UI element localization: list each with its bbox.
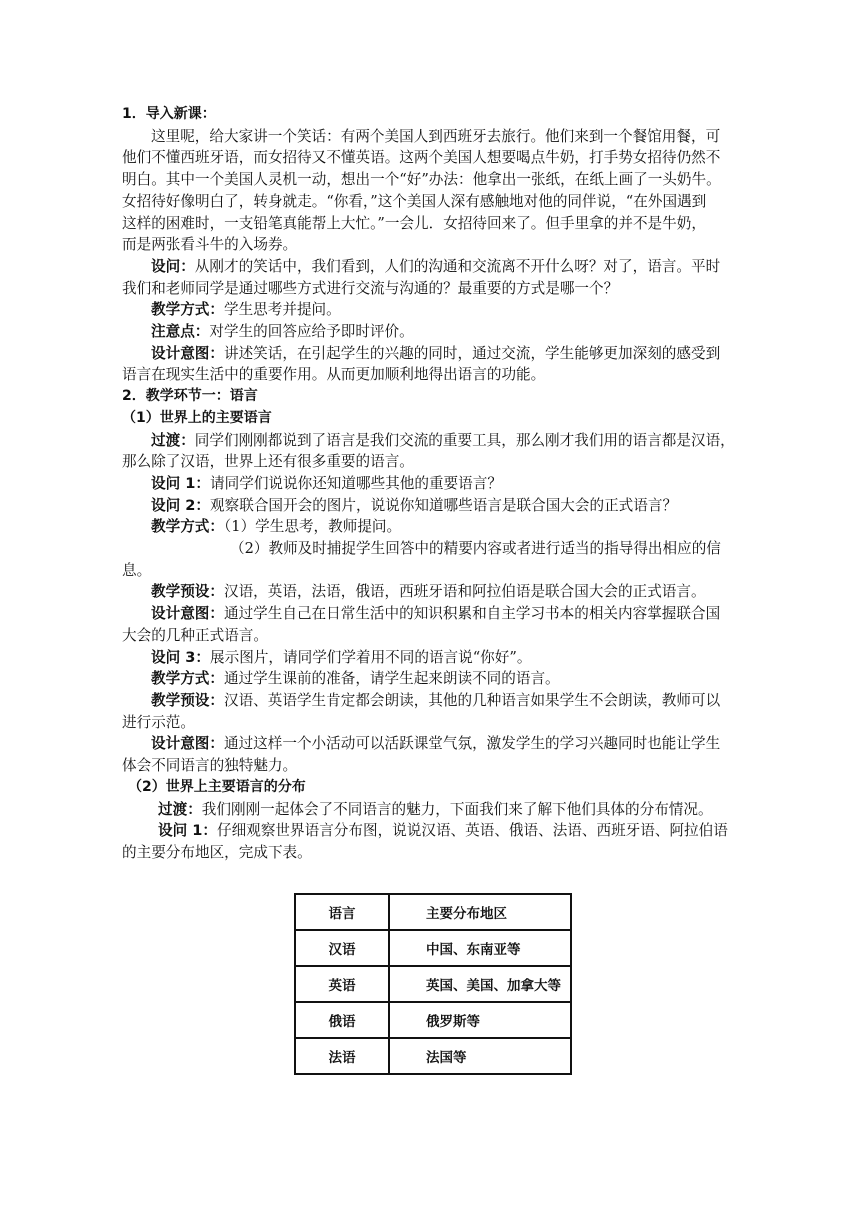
- table-cell-region: 法国等: [389, 1038, 571, 1074]
- intent-text: 通过这样一个小活动可以活跃课堂气氛，激发学生的学习兴趣同时也能让学生: [223, 735, 721, 753]
- preset-text: 汉语，英语，法语，俄语，西班牙语和阿拉伯语是联合国大会的正式语言。: [223, 583, 706, 601]
- method-text: （1）学生思考，教师提问。: [223, 518, 402, 536]
- note-text: 对学生的回答应给予即时评价。: [209, 323, 414, 341]
- story-line: 这里呢，给大家讲一个笑话：有两个美国人到西班牙去旅行。他们来到一个餐馆用餐，可: [151, 127, 721, 145]
- preset-text-continued: 进行示范。: [122, 713, 195, 731]
- intent-label: 设计意图：: [151, 605, 224, 623]
- preset-text: 汉语、英语学生肯定都会朗读，其他的几种语言如果学生不会朗读，教师可以: [223, 691, 721, 709]
- intent-text-continued: 体会不同语言的独特魅力。: [122, 757, 298, 775]
- question-paragraph: [122, 256, 744, 278]
- method-paragraph-2: [122, 516, 744, 538]
- subsection-1-heading: （1）世界上的主要语言: [122, 409, 272, 426]
- question-4-paragraph: [122, 820, 744, 842]
- question-text-continued: 我们和老师同学是通过哪些方式进行交流与沟通的？最重要的方式是哪一个？: [122, 279, 619, 297]
- table-row: [295, 1038, 571, 1074]
- table-cell-language: 俄语: [295, 1002, 389, 1038]
- note-paragraph: [122, 321, 744, 343]
- question-2-text: 观察联合国开会的图片，说说你知道哪些语言是联合国大会的正式语言？: [210, 496, 678, 514]
- table-cell-language: 汉语: [295, 930, 389, 966]
- intent-text-continued: 语言在现实生活中的重要作用。从而更加顺利地得出语言的功能。: [122, 366, 546, 384]
- story-line: 明白。其中一个美国人灵机一动，想出一个“好”办法：他拿出一张纸，在纸上画了一头奶牛。: [122, 171, 721, 189]
- method-text: 通过学生课前的准备，请学生起来朗读不同的语言。: [223, 670, 560, 688]
- story-line: 他们不懂西班牙语，而女招待又不懂英语。这两个美国人想要喝点牛奶，打手势女招待仍然不: [122, 149, 721, 167]
- question-4-label: 设问 1：: [158, 822, 218, 840]
- question-1-label: 设问 1：: [151, 474, 211, 492]
- intent-text-continued: 大会的几种正式语言。: [122, 626, 268, 644]
- story-line: 女招待好像明白了，转身就走。“你看，”这个美国人深有感触地对他的同伴说，“在外国遇到: [122, 192, 707, 210]
- question-4-text: 仔细观察世界语言分布图，说说汉语、英语、俄语、法语、西班牙语、阿拉伯语: [217, 822, 728, 840]
- intent-paragraph: [122, 343, 744, 365]
- question-3-text: 展示图片，请同学们学着用不同的语言说“你好”。: [210, 648, 532, 666]
- preset-label: 教学预设：: [151, 583, 224, 601]
- method-text: 学生思考并提问。: [223, 301, 341, 319]
- transition-paragraph: [122, 430, 744, 452]
- method-text-continued: （2）教师及时捕捉学生回答中的精要内容或者进行适当的指导得出相应的信: [230, 540, 721, 558]
- transition-text: 同学们刚刚都说到了语言是我们交流的重要工具，那么刚才我们用的语言都是汉语，: [194, 431, 735, 449]
- intent-text: 讲述笑话，在引起学生的兴趣的同时，通过交流，学生能够更加深刻的感受到: [223, 344, 721, 362]
- section-1-heading: 1．导入新课：: [122, 106, 216, 122]
- question-text: 从刚才的笑话中，我们看到，人们的沟通和交流离不开什么呀？对了，语言。平时: [194, 257, 721, 275]
- table-row: [295, 1002, 571, 1038]
- question-4-text-continued: 的主要分布地区，完成下表。: [122, 843, 312, 861]
- intent-paragraph-3: [122, 733, 744, 755]
- transition-paragraph-2: [122, 799, 744, 821]
- transition-label: 过渡：: [158, 800, 202, 818]
- question-1-paragraph: [122, 473, 744, 495]
- method-label: 教学方式：: [151, 518, 224, 536]
- question-2-label: 设问 2：: [151, 496, 211, 514]
- transition-label: 过渡：: [151, 431, 195, 449]
- story-line: 这样的困难时，一支铅笔真能帮上大忙。”一会儿．女招待回来了。但手里拿的并不是牛奶，: [122, 214, 706, 232]
- intent-label: 设计意图：: [151, 735, 224, 753]
- question-1-text: 请同学们说说你还知道哪些其他的重要语言？: [210, 474, 502, 492]
- preset-paragraph: [122, 581, 744, 603]
- method-paragraph: [122, 299, 744, 321]
- question-label: 设问：: [151, 257, 195, 275]
- table-cell-language: 法语: [295, 1038, 389, 1074]
- table-header-row: [295, 894, 571, 930]
- table-header-cell: 主要分布地区: [389, 894, 571, 930]
- table-header-cell: 语言: [295, 894, 389, 930]
- table-cell-region: 俄罗斯等: [389, 1002, 571, 1038]
- story-paragraph: [122, 126, 744, 256]
- intent-text: 通过学生自己在日常生活中的知识积累和自主学习书本的相关内容掌握联合国: [223, 605, 721, 623]
- table-row: [295, 966, 571, 1002]
- preset-label: 教学预设：: [151, 691, 224, 709]
- table-row: [295, 930, 571, 966]
- subsection-2-heading: （2）世界上主要语言的分布: [128, 778, 306, 795]
- question-3-paragraph: [122, 647, 744, 669]
- method-paragraph-3: [122, 668, 744, 690]
- intent-paragraph-2: [122, 603, 744, 625]
- method-text-continued: 息。: [122, 561, 152, 579]
- intent-label: 设计意图：: [151, 344, 224, 362]
- language-distribution-table: [294, 893, 572, 1075]
- method-label: 教学方式：: [151, 670, 224, 688]
- question-2-paragraph: [122, 495, 744, 517]
- transition-text-continued: 那么除了汉语，世界上还有很多重要的语言。: [122, 453, 414, 471]
- table-cell-language: 英语: [295, 966, 389, 1002]
- table-cell-region: 英国、美国、加拿大等: [389, 966, 571, 1002]
- preset-paragraph-2: [122, 690, 744, 712]
- transition-text: 我们刚刚一起体会了不同语言的魅力，下面我们来了解下他们具体的分布情况。: [201, 800, 713, 818]
- method-label: 教学方式：: [151, 301, 224, 319]
- table-cell-region: 中国、东南亚等: [389, 930, 571, 966]
- note-label: 注意点：: [151, 323, 210, 341]
- question-3-label: 设问 3：: [151, 648, 211, 666]
- section-2-heading: 2．教学环节一：语言: [122, 388, 258, 405]
- story-line: 而是两张看斗牛的入场券。: [122, 236, 298, 254]
- document-body: [122, 104, 744, 864]
